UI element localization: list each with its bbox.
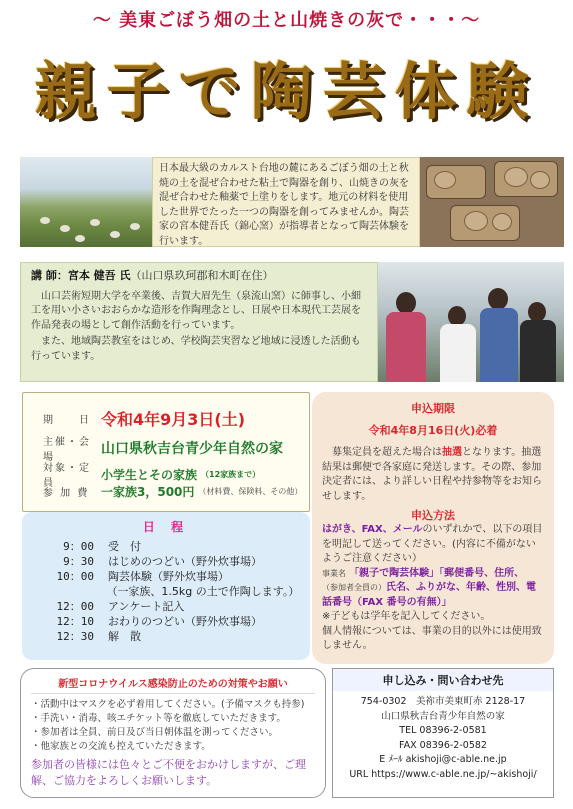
covid-item: ・手洗い・消毒、咳エチケット等を徹底していただきます。 bbox=[31, 713, 286, 724]
contact-tel: TEL 08396-2-0581 bbox=[399, 725, 487, 736]
application-section bbox=[312, 392, 554, 664]
contact-org: 山口県秋吉台青少年自然の家 bbox=[381, 710, 505, 722]
event-date: 令和4年9月3日(土) bbox=[101, 410, 246, 429]
schedule-row: 12：00 アンケート記入 bbox=[56, 600, 185, 613]
fee-label: 参 加 費 bbox=[43, 488, 90, 499]
instructor-paragraph-2: また、地域陶芸教室をはじめ、学校陶芸実習など地域に浸透した活動も行っています。 bbox=[31, 336, 361, 362]
schedule-row: （一家族、1.5kg の土で作陶します。） bbox=[106, 585, 300, 598]
instructor-section bbox=[20, 262, 378, 382]
contact-fax: FAX 08396-2-0582 bbox=[399, 739, 487, 751]
contact-email[interactable]: E ﾒｰﾙ akishoji@c-able.ne.jp bbox=[379, 754, 507, 765]
subtitle: 〜 美東ごぼう畑の土と山焼きの灰で・・・〜 bbox=[92, 10, 481, 31]
method-note-1: ※子どもは学年を記入してください。 bbox=[322, 611, 491, 622]
host-label: 主催・会場 bbox=[43, 437, 91, 463]
schedule-row: 10：00 陶芸体験（野外炊事場） bbox=[56, 570, 229, 583]
instructor-location: （山口県玖珂郡和木町在住） bbox=[130, 269, 274, 282]
intro-text: 日本最大級のカルスト台地の麓にあるごぼう畑の土と秋焼の土を混ぜ合わせた粘土で陶器を創り、山焼きの灰を混ぜ合わせた釉薬で上塗りをします。地元の材料を使用した世界でたった一つの陶器を創ってみませんか。陶芸家の宮本健吾氏（錦心窯）が指導者となって陶芸体験を行います。 bbox=[152, 157, 420, 247]
event-fee: 一家族3，500円 bbox=[101, 485, 195, 499]
schedule-row: 9：00 受 付 bbox=[63, 540, 141, 553]
covid-footer: 参加者の皆様には色々とご不便をおかけしますが、ご理解、ご協力をよろしくお願いします。 bbox=[31, 758, 306, 787]
deadline-text: 募集定員を超えた場合は抽選となります。抽選結果は郵便で各家庭に発送します。その際、参加決定者には、より詳しい日程や持参物等をお知らせします。 bbox=[322, 447, 542, 502]
covid-section bbox=[20, 668, 326, 798]
event-info bbox=[22, 392, 310, 512]
deadline-title: 申込期限 bbox=[411, 402, 455, 415]
schedule-section bbox=[22, 512, 310, 660]
karst-landscape-photo bbox=[20, 157, 152, 247]
contact-url[interactable]: URL https://www.c-able.ne.jp/~akishoji/ bbox=[349, 768, 537, 780]
method-title: 申込方法 bbox=[411, 509, 455, 522]
contact-title: 申し込み・問い合わせ先 bbox=[333, 669, 553, 691]
target-label: 対象・定員 bbox=[43, 463, 91, 489]
covid-item: ・活動中はマスクを必ず着用してください。(予備マスクも持参) bbox=[31, 699, 305, 710]
page-title: 親子で陶芸体験 bbox=[34, 55, 539, 128]
contact-section bbox=[332, 668, 554, 798]
event-venue: 山口県秋吉台青少年自然の家 bbox=[101, 441, 283, 457]
schedule-row: 12：10 おわりのつどい（野外炊事場） bbox=[56, 615, 262, 628]
schedule-row: 12：30 解 散 bbox=[56, 630, 141, 643]
fee-note: （材料費、保険料、その他） bbox=[198, 487, 303, 496]
instructor-paragraph-1: 山口芸術短期大学を卒業後、吉賀大眉先生（泉流山窯）に師事し、小細工を用い小さいおおらかな造形を作陶理念とし、日展や日本現代工芸展を作品発表の場として創作活動を行っています。 bbox=[31, 290, 361, 331]
covid-title: 新型コロナウイルス感染防止のための対策やお願い bbox=[31, 675, 315, 694]
method-items: 事業名 「親子で陶芸体験」「郵便番号、住所、 （参加者全員の）氏名、ふりがな、年齢、性別、電話番号（FAX 番号の有無）」 bbox=[322, 567, 536, 608]
pottery-photo bbox=[420, 157, 564, 247]
event-capacity: （12家族まで） bbox=[201, 469, 261, 479]
contact-address: 754-0302 美祢市美東町赤 2128-17 bbox=[360, 696, 526, 707]
covid-item: ・参加者は全員、前日及び当日朝体温を測ってください。 bbox=[31, 727, 279, 738]
workshop-photo bbox=[378, 262, 564, 382]
method-intro: はがき、FAX、メールのいずれかで、以下の項目を明記して送ってください。(内容に不備がないようご注意ください） bbox=[322, 524, 543, 564]
covid-item: ・他家族との交流も控えていただきます。 bbox=[31, 741, 211, 752]
method-note-2: 個人情報については、事業の目的以外には使用致しません。 bbox=[322, 625, 542, 651]
deadline-date: 令和4年8月16日(火)必着 bbox=[368, 424, 498, 437]
date-label: 期 日 bbox=[43, 415, 91, 426]
instructor-label: 講 師：宮本 健吾 氏 bbox=[31, 269, 131, 282]
event-target: 小学生とその家族 bbox=[101, 467, 198, 482]
schedule-row: 9：30 はじめのつどい（野外炊事場） bbox=[63, 555, 262, 568]
schedule-title: 日 程 bbox=[142, 520, 190, 534]
